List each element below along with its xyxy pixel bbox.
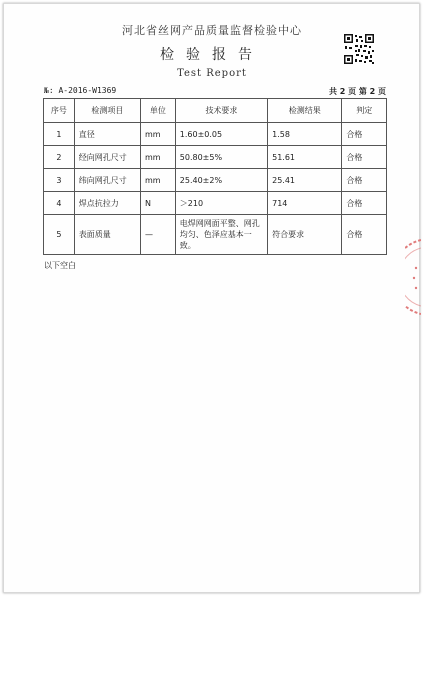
header-requirement: 技术要求 (175, 99, 267, 123)
report-number: №: A-2016-W1369 (44, 86, 117, 95)
row-item: 表面质量 (74, 215, 140, 255)
row-verdict: 合格 (342, 146, 387, 169)
row-requirement: 25.40±2% (175, 169, 267, 192)
blank-below-note: 以下空白 (44, 261, 76, 270)
row-no: 1 (44, 123, 75, 146)
row-requirement: 电焊网网面平整、网孔均匀、色泽应基本一致。 (175, 215, 267, 255)
row-no: 3 (44, 169, 75, 192)
row-result: 714 (268, 192, 342, 215)
row-item: 焊点抗拉力 (74, 192, 140, 215)
qr-code-icon (343, 33, 375, 65)
header-unit: 单位 (140, 99, 175, 123)
table-row (44, 169, 387, 192)
header-no: 序号 (44, 99, 75, 123)
row-no: 5 (44, 215, 75, 255)
header-verdict: 判定 (342, 99, 387, 123)
report-title-en: Test Report (177, 68, 247, 79)
report-title-cn: 检验报告 (160, 47, 264, 63)
row-item: 经向网孔尺寸 (74, 146, 140, 169)
table-header-row (44, 99, 387, 123)
official-seal-icon (405, 238, 421, 316)
row-verdict: 合格 (342, 123, 387, 146)
table-row (44, 215, 387, 255)
row-requirement: 50.80±5% (175, 146, 267, 169)
row-verdict: 合格 (342, 169, 387, 192)
row-requirement: 1.60±0.05 (175, 123, 267, 146)
row-item: 纬向网孔尺寸 (74, 169, 140, 192)
row-unit: mm (140, 169, 175, 192)
row-verdict: 合格 (342, 192, 387, 215)
organization-name: 河北省丝网产品质量监督检验中心 (122, 24, 302, 37)
row-item: 直径 (74, 123, 140, 146)
row-requirement: ＞210 (175, 192, 267, 215)
row-unit: N (140, 192, 175, 215)
row-no: 4 (44, 192, 75, 215)
header-result: 检测结果 (268, 99, 342, 123)
row-no: 2 (44, 146, 75, 169)
page-info: 共 2 页 第 2 页 (328, 87, 386, 96)
row-unit: mm (140, 146, 175, 169)
table-row (44, 146, 387, 169)
table-row (44, 123, 387, 146)
row-result: 1.58 (268, 123, 342, 146)
row-unit: mm (140, 123, 175, 146)
row-result: 符合要求 (268, 215, 342, 255)
header-item: 检测项目 (74, 99, 140, 123)
row-result: 51.61 (268, 146, 342, 169)
row-unit: — (140, 215, 175, 255)
row-result: 25.41 (268, 169, 342, 192)
table-row (44, 192, 387, 215)
row-verdict: 合格 (342, 215, 387, 255)
results-table (43, 98, 387, 255)
